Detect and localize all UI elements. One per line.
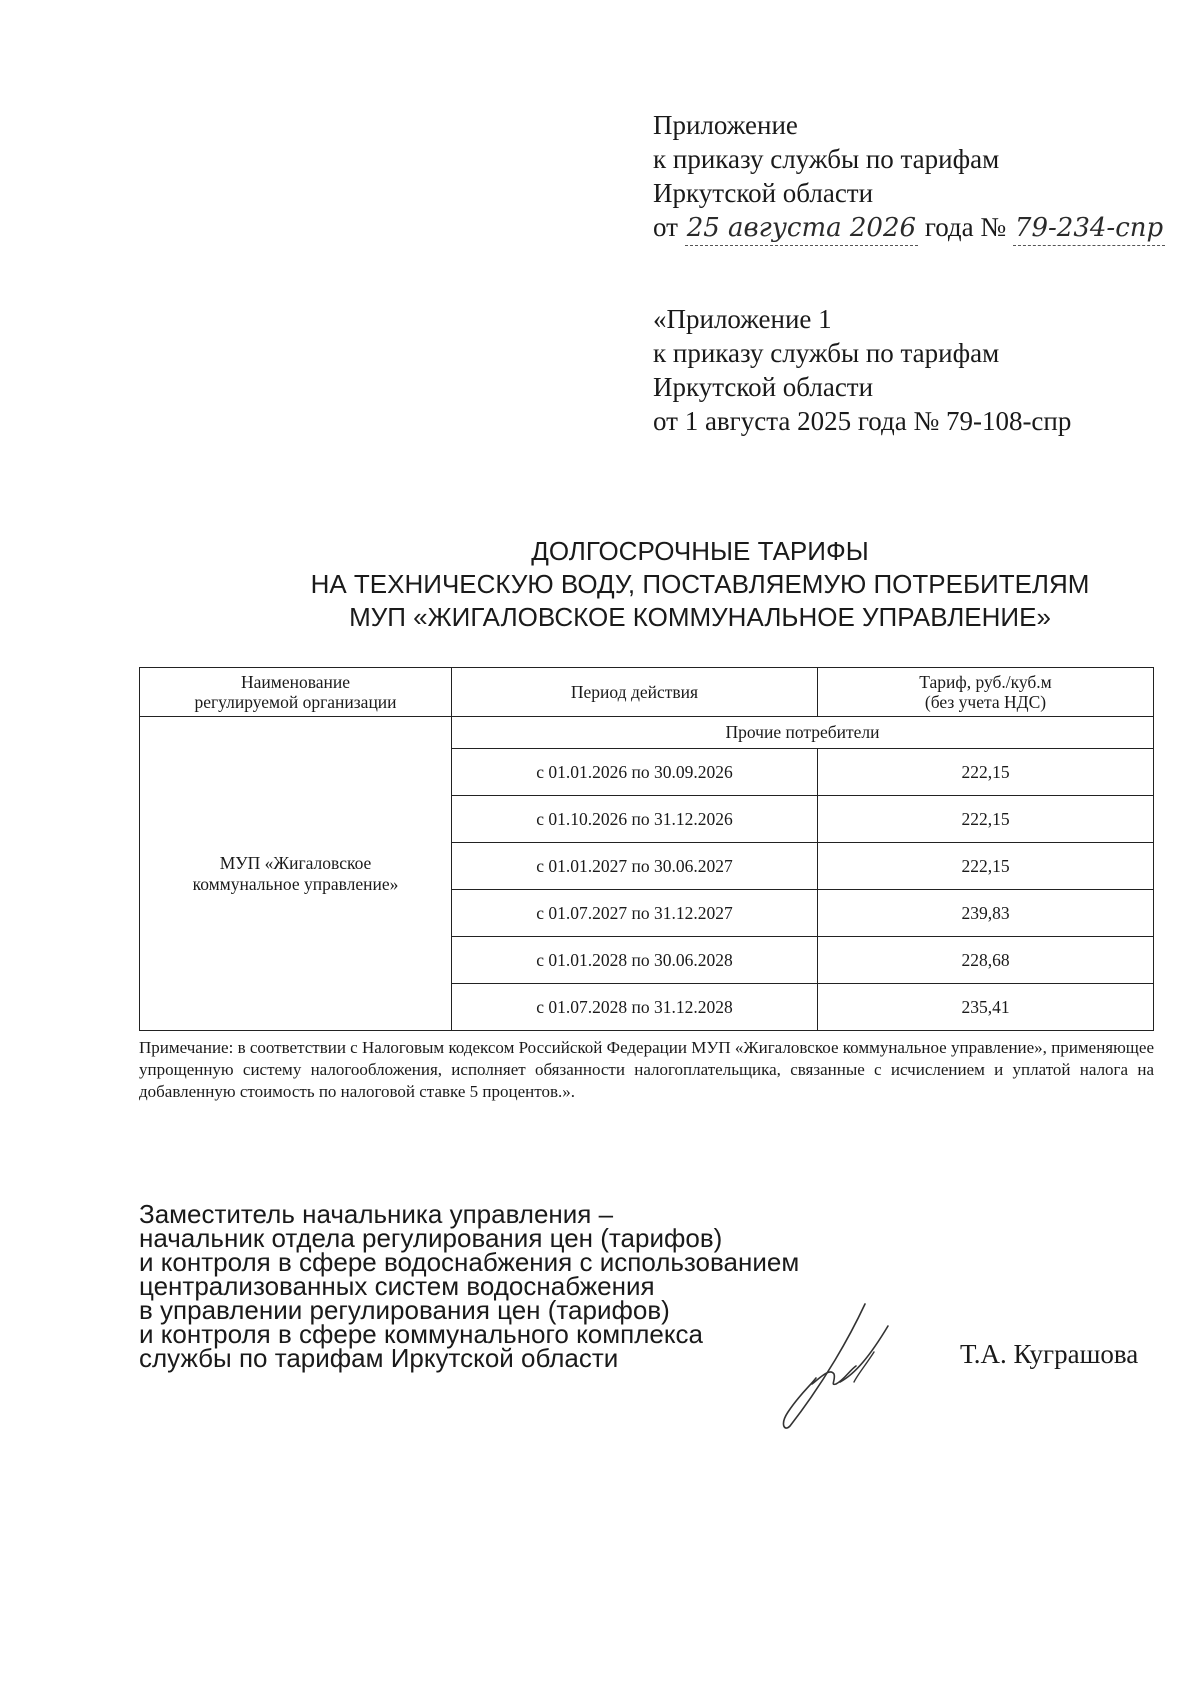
position-line: в управлении регулирования цен (тарифов) [139,1295,670,1325]
period-cell: с 01.07.2027 по 31.12.2027 [452,890,818,937]
position-line: централизованных систем водоснабжения [139,1271,655,1301]
appendix-previous-title: «Приложение 1 [653,304,832,334]
appendix-previous-region: Иркутской области [653,372,874,402]
org-name-line-2: коммунальное управление» [192,873,399,894]
header-org [140,668,452,717]
appendix-previous-date: от 1 августа 2025 года № 79-108-спр [653,406,1072,436]
period-cell: с 01.01.2027 по 30.06.2027 [452,843,818,890]
table-group-row [140,717,1154,749]
tariff-cell: 239,83 [818,890,1154,937]
table-note: Примечание: в соответствии с Налоговым кодексом Российской Федерации МУП «Жигаловское коммунальное управление», применяющее упрощенную систему налогообложения, исполняет обязанности налогоплательщика, связанные с исчислением и уплатой налога на добавленную стоимость по налоговой ставке 5 процентов.». [139,1038,1154,1101]
header-period: Период действия [452,668,818,717]
appendix-title: Приложение [653,110,798,140]
header-org-line-2: регулируемой организации [194,692,397,712]
table-header-row [140,668,1154,717]
handwritten-number: 79-234-спр [1013,211,1165,246]
appendix-order-ref: к приказу службы по тарифам [653,144,1000,174]
appendix-previous-order-ref: к приказу службы по тарифам [653,338,1000,368]
appendix-region: Иркутской области [653,178,874,208]
date-middle: года № [924,212,1007,242]
document-title [0,535,1200,634]
handwritten-date: 25 августа 2026 [685,211,918,246]
tariff-cell: 222,15 [818,749,1154,796]
position-line: службы по тарифам Иркутской области [139,1343,619,1373]
position-line: и контроля в сфере водоснабжения с использованием [139,1247,800,1277]
title-line-1: ДОЛГОСРОЧНЫЕ ТАРИФЫ [531,536,869,566]
consumer-group: Прочие потребители [452,717,1154,749]
signatory-position [139,1199,800,1373]
position-line: и контроля в сфере коммунального комплекса [139,1319,703,1349]
period-cell: с 01.07.2028 по 31.12.2028 [452,984,818,1031]
period-cell: с 01.01.2028 по 30.06.2028 [452,937,818,984]
handwritten-signature [770,1296,920,1436]
tariff-cell: 222,15 [818,843,1154,890]
tariff-table [139,667,1154,1031]
position-line: Заместитель начальника управления – [139,1199,614,1229]
header-tariff-line-1: Тариф, руб./куб.м [919,672,1052,692]
header-tariff-line-2: (без учета НДС) [924,692,1047,712]
signatory-name: Т.А. Куграшова [960,1339,1139,1369]
period-cell: с 01.01.2026 по 30.09.2026 [452,749,818,796]
tariff-cell: 222,15 [818,796,1154,843]
period-cell: с 01.10.2026 по 31.12.2026 [452,796,818,843]
tariff-cell: 235,41 [818,984,1154,1031]
org-name-cell [140,717,452,1031]
appendix-header [653,108,1165,246]
tariff-cell: 228,68 [818,937,1154,984]
position-line: начальник отдела регулирования цен (тарифов) [139,1223,723,1253]
org-name-line-1: МУП «Жигаловское [219,852,372,873]
title-line-2: НА ТЕХНИЧЕСКУЮ ВОДУ, ПОСТАВЛЯЕМУЮ ПОТРЕБИТЕЛЯМ [310,569,1090,599]
date-prefix: от [653,212,678,242]
header-tariff [818,668,1154,717]
title-line-3: МУП «ЖИГАЛОВСКОЕ КОММУНАЛЬНОЕ УПРАВЛЕНИЕ» [349,602,1051,632]
appendix-date-line [653,210,1165,246]
header-org-line-1: Наименование [240,672,351,692]
appendix-previous [653,302,1071,438]
